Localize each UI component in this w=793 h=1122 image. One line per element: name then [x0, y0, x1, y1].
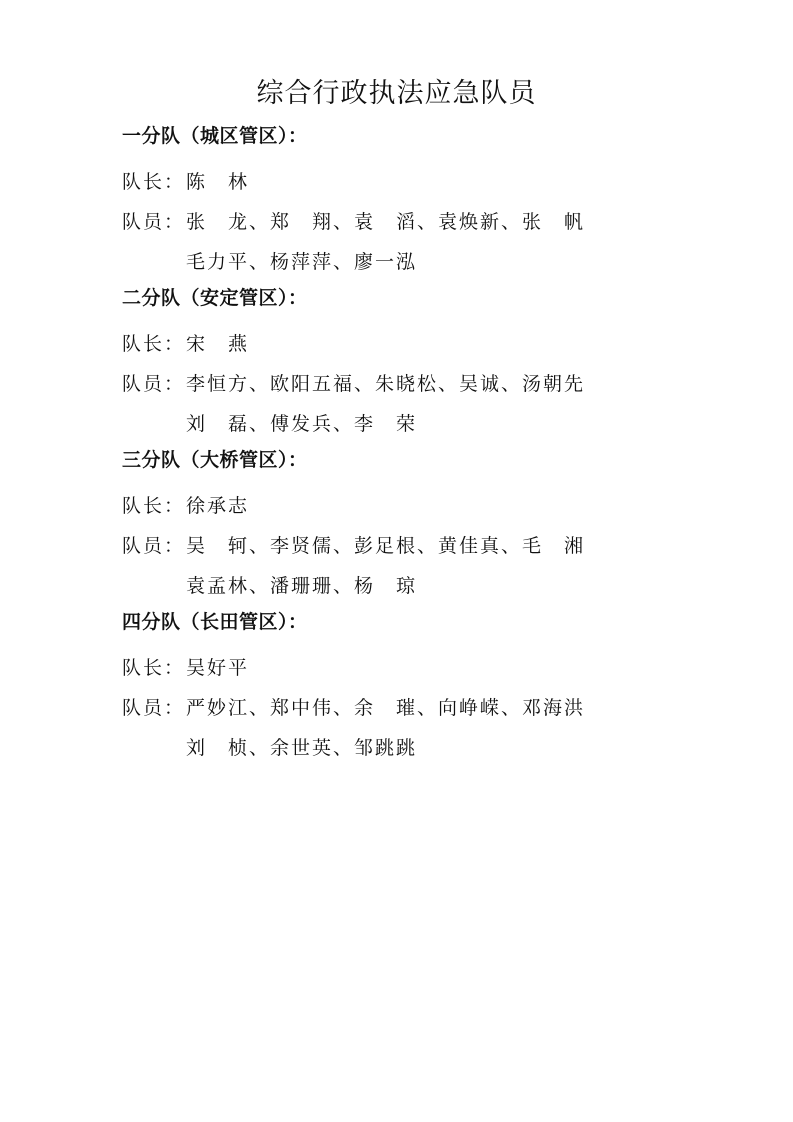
members-line-2: 毛力平、杨萍萍、廖一泓 [186, 251, 418, 273]
squad-heading: 四分队（长田管区）： [122, 611, 308, 633]
squad-heading: 一分队（城区管区）： [122, 125, 308, 147]
document-title: 综合行政执法应急队员 [256, 78, 537, 109]
squad-section-3 [122, 445, 682, 601]
members-line-1: 张 龙、郑 翔、袁 滔、袁焕新、张 帆 [186, 211, 586, 233]
members-line-1: 严妙江、郑中伟、余 璀、向峥嵘、邓海洪 [186, 697, 586, 719]
leader-label: 队长： [122, 657, 186, 679]
leader-name: 宋 燕 [186, 333, 250, 355]
members-line-1: 李恒方、欧阳五福、朱晓松、吴诚、汤朝先 [186, 373, 586, 395]
members-label: 队员： [122, 535, 186, 557]
members-label: 队员： [122, 211, 186, 233]
members-line-2: 袁孟林、潘珊珊、杨 琼 [186, 575, 418, 597]
members-line-2: 刘 桢、余世英、邹跳跳 [186, 737, 418, 759]
leader-row [122, 491, 682, 521]
squad-section-4 [122, 607, 682, 763]
members-row [122, 207, 682, 277]
members-row [122, 369, 682, 439]
squad-section-1 [122, 121, 682, 277]
leader-name: 陈 林 [186, 171, 250, 193]
leader-name: 吴好平 [186, 657, 250, 679]
squad-heading: 二分队（安定管区）： [122, 287, 308, 309]
leader-row [122, 653, 682, 683]
members-line-1: 吴 轲、李贤儒、彭足根、黄佳真、毛 湘 [186, 535, 586, 557]
members-row [122, 693, 682, 763]
leader-name: 徐承志 [186, 495, 250, 517]
leader-label: 队长： [122, 171, 186, 193]
squad-section-2 [122, 283, 682, 439]
squad-heading: 三分队（大桥管区）： [122, 449, 308, 471]
leader-label: 队长： [122, 495, 186, 517]
members-label: 队员： [122, 373, 186, 395]
members-line-2: 刘 磊、傅发兵、李 荣 [186, 413, 418, 435]
leader-row [122, 329, 682, 359]
members-row [122, 531, 682, 601]
members-label: 队员： [122, 697, 186, 719]
leader-label: 队长： [122, 333, 186, 355]
leader-row [122, 167, 682, 197]
